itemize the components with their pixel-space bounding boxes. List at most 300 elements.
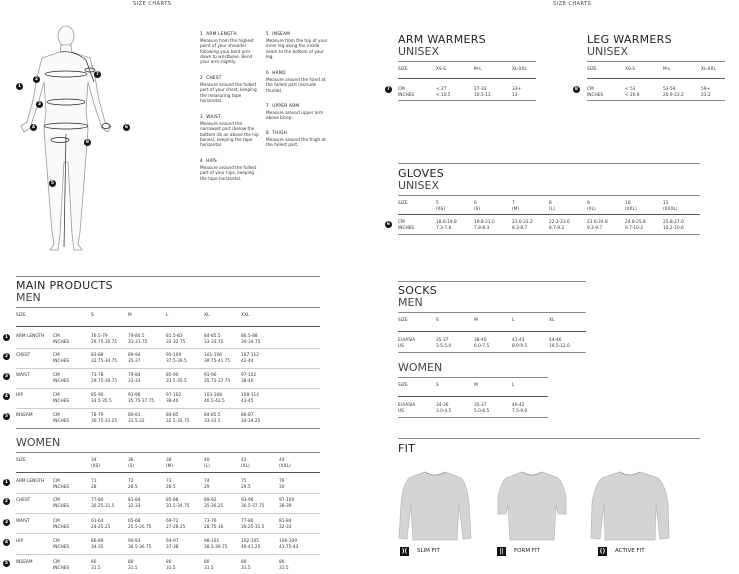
women-in-label: INCHES bbox=[53, 485, 70, 490]
women-cell: 28.75-30 bbox=[204, 525, 224, 530]
gloves-cell: 25.8-27.0 bbox=[663, 220, 684, 225]
women-cell: 106-109 bbox=[279, 539, 297, 544]
main-men-cell: 30.75-31.25 bbox=[91, 419, 118, 424]
marker-5: 5 bbox=[50, 181, 55, 186]
main-men-cell: 42-44 bbox=[241, 359, 254, 364]
main-men-row-label: WAIST bbox=[16, 373, 30, 378]
women-cm-label: CM bbox=[53, 479, 60, 484]
socks-men-rule bbox=[398, 312, 586, 313]
gloves-cell: 9.7-10.2 bbox=[625, 226, 643, 231]
women-marker: 3 bbox=[4, 520, 9, 525]
gloves-cell: 10.2-10.6 bbox=[663, 226, 684, 231]
gloves-top-rule bbox=[398, 163, 700, 164]
women-row-label: WAIST bbox=[16, 519, 30, 524]
socks-women-col: M bbox=[474, 383, 478, 388]
marker-7: 7 bbox=[95, 72, 100, 77]
socks-top-rule bbox=[398, 281, 586, 282]
arm-warmers-rule-2 bbox=[398, 78, 536, 79]
main-women-size-label: SIZE bbox=[16, 458, 26, 463]
slim-fit-icon: )( bbox=[401, 548, 408, 555]
gloves-rule bbox=[398, 195, 700, 196]
main-men-col: XXL bbox=[241, 313, 250, 318]
women-cell: 37-38 bbox=[166, 545, 179, 550]
row-divider bbox=[16, 388, 320, 389]
women-cell: 80 bbox=[166, 560, 172, 565]
gloves-size: 6 bbox=[474, 201, 477, 206]
form-fit-shirt-illustration bbox=[492, 464, 572, 544]
main-men-cell: 38-40 bbox=[241, 379, 254, 384]
main-men-cm-label: CM bbox=[53, 334, 60, 339]
leg-warmers-rule-3 bbox=[587, 100, 725, 101]
gloves-size: 10 bbox=[625, 201, 631, 206]
gloves-cell: 22.2-23.6 bbox=[549, 220, 570, 225]
main-men-row-label: INSEAM bbox=[16, 413, 33, 418]
arm-warmers-col-xs-s: XS-S bbox=[436, 67, 446, 72]
main-men-col: XL bbox=[204, 313, 210, 318]
gloves-size-code: (M) bbox=[512, 207, 520, 212]
main-men-row-label: CHEST bbox=[16, 353, 31, 358]
row-divider bbox=[16, 554, 320, 555]
main-men-cell: 97-102 bbox=[166, 393, 182, 398]
active-fit-icon: () bbox=[599, 548, 606, 555]
women-cell: 81-84 bbox=[128, 498, 141, 503]
main-products-title: MAIN PRODUCTS bbox=[16, 279, 113, 292]
women-cell: 80 bbox=[241, 560, 247, 565]
gloves-size-code: (S) bbox=[474, 207, 481, 212]
guide-hand: 6 HAND Measure around the hand at the fullest part (exclude thumb). bbox=[266, 70, 326, 93]
women-cell: 75 bbox=[241, 479, 247, 484]
women-cell: 77-80 bbox=[241, 519, 254, 524]
main-men-cell: 83-88 bbox=[91, 353, 104, 358]
leg-warmers-cell: 59+ bbox=[701, 87, 711, 92]
main-men-cell: 32.75-34.75 bbox=[91, 359, 118, 364]
main-men-cm-label: CM bbox=[53, 353, 60, 358]
gloves-size: 9 bbox=[587, 201, 590, 206]
gloves-size-code: (XXXL) bbox=[663, 207, 678, 212]
main-men-cell: 35-37 bbox=[128, 359, 141, 364]
arm-warmers-cell: 33+ bbox=[512, 87, 522, 92]
guide-hips: 4 HIPS Measure around the fullest part of your hips, keeping the tape horizontal. bbox=[200, 158, 257, 181]
main-men-size-label: SIZE bbox=[16, 313, 26, 318]
socks-women-cell: 35-37 bbox=[474, 403, 487, 408]
women-cm-label: CM bbox=[53, 539, 60, 544]
women-row-label: ARM LENGTH bbox=[16, 479, 45, 484]
socks-women-cell: 5.0-6.5 bbox=[474, 409, 490, 414]
main-men-marker: 5 bbox=[4, 414, 9, 419]
women-size-code: (M) bbox=[166, 464, 174, 469]
socks-men-cell: 38-40 bbox=[474, 338, 487, 343]
gloves-cell: 21.0-22.2 bbox=[512, 220, 533, 225]
women-cell: 72 bbox=[128, 479, 134, 484]
women-size-code: (XS) bbox=[91, 464, 101, 469]
leg-warmers-cell: < 20.9 bbox=[625, 93, 640, 98]
main-men-cell: 32.5-32.75 bbox=[166, 419, 190, 424]
women-cell: 28.5 bbox=[128, 485, 138, 490]
guide-chest: 2 CHEST Measure around the fullest part of your chest, keeping the measuring tape horizontal. bbox=[200, 75, 257, 103]
socks-men-us-label: US bbox=[398, 344, 404, 349]
main-men-cell: 34-34.25 bbox=[241, 419, 261, 424]
main-men-col: L bbox=[166, 313, 169, 318]
women-cell: 38.5-39.75 bbox=[204, 545, 228, 550]
women-cm-label: CM bbox=[53, 519, 60, 524]
women-marker: 5 bbox=[4, 561, 9, 566]
women-cell: 97-100 bbox=[279, 498, 295, 503]
active-fit-label: ACTIVE FIT bbox=[615, 548, 645, 554]
socks-men-rule-2 bbox=[398, 331, 586, 332]
women-cell: 31.5 bbox=[128, 566, 138, 571]
main-men-cell: 33-33.5 bbox=[204, 419, 221, 424]
main-men-cell: 78-79 bbox=[91, 413, 104, 418]
women-size-code: (XXL) bbox=[279, 464, 291, 469]
arm-warmers-cell: < 10.5 bbox=[436, 93, 451, 98]
main-men-cell: 29.75-30.75 bbox=[91, 379, 118, 384]
main-men-cell: 40.5-42.5 bbox=[204, 399, 225, 404]
leg-warmers-rule-2 bbox=[587, 78, 725, 79]
main-men-col: M bbox=[128, 313, 132, 318]
main-men-cell: 84-85 bbox=[166, 413, 179, 418]
leg-warmers-subtitle: UNISEX bbox=[587, 45, 628, 58]
row-divider bbox=[16, 533, 320, 534]
row-divider bbox=[16, 513, 320, 514]
women-cell: 73-76 bbox=[204, 519, 217, 524]
form-fit-icon: || bbox=[497, 547, 506, 556]
arm-warmers-col-m-l: M-L bbox=[474, 67, 482, 72]
main-men-cell: 31.5-32 bbox=[128, 419, 145, 424]
main-men-cell: 86-87 bbox=[241, 413, 254, 418]
socks-men-rule-3 bbox=[398, 352, 586, 353]
women-cell: 33.5-34.75 bbox=[166, 504, 190, 509]
socks-women-cell: 34-36 bbox=[436, 403, 449, 408]
arm-warmers-rule-3 bbox=[398, 100, 536, 101]
main-men-marker: 3 bbox=[4, 374, 9, 379]
leg-warmers-col-xl-xxl: XL-XXL bbox=[701, 67, 716, 72]
women-cell: 80 bbox=[91, 560, 97, 565]
arm-warmers-col-xl-xxl: XL-XXL bbox=[512, 67, 527, 72]
women-cm-label: CM bbox=[53, 560, 60, 565]
women-cell: 41.75-43 bbox=[279, 545, 299, 550]
women-cell: 30.25-31.5 bbox=[91, 504, 115, 509]
socks-men-cell: 41-43 bbox=[512, 338, 525, 343]
women-cell: 74 bbox=[204, 479, 210, 484]
main-men-cm-label: CM bbox=[53, 413, 60, 418]
women-cell: 77-80 bbox=[91, 498, 104, 503]
leg-warmers-in-label: INCHES bbox=[587, 93, 604, 98]
main-men-marker: 2 bbox=[4, 354, 9, 359]
main-men-cell: 81.5-83 bbox=[166, 334, 183, 339]
women-row-label: HIP bbox=[16, 539, 24, 544]
women-cell: 30 bbox=[279, 485, 285, 490]
main-men-in-label: INCHES bbox=[53, 379, 70, 384]
gloves-size-code: (XS) bbox=[436, 207, 446, 212]
socks-men-col: XL bbox=[549, 318, 555, 323]
gloves-cell: 7.3-7.8 bbox=[436, 226, 452, 231]
arm-warmers-cell: 27-33 bbox=[474, 87, 487, 92]
socks-women-cell: 7.5-9.0 bbox=[512, 409, 528, 414]
fit-title: FIT bbox=[398, 442, 416, 455]
gloves-cell: 7.8-8.3 bbox=[474, 226, 490, 231]
socks-men-eu-label: EU/ASIA bbox=[398, 338, 416, 343]
women-row-label: INSEAM bbox=[16, 560, 33, 565]
gloves-cell: 19.8-21.0 bbox=[474, 220, 495, 225]
slim-fit-shirt-illustration bbox=[395, 464, 475, 544]
main-men-cell: 32-32.75 bbox=[166, 340, 186, 345]
main-men-cell: 34-34.75 bbox=[241, 340, 261, 345]
socks-men-cell: 35-37 bbox=[436, 338, 449, 343]
gloves-subtitle: UNISEX bbox=[398, 179, 439, 192]
women-cell: 94-97 bbox=[166, 539, 179, 544]
main-men-col: S bbox=[91, 313, 94, 318]
women-cell: 65-68 bbox=[128, 519, 141, 524]
leg-warmers-title: LEG WARMERS bbox=[587, 33, 672, 46]
marker-1: 1 bbox=[17, 84, 22, 89]
main-men-cell: 107-112 bbox=[241, 353, 259, 358]
women-in-label: INCHES bbox=[53, 566, 70, 571]
marker-4: 4 bbox=[31, 125, 36, 130]
socks-women-eu-label: EU/ASIA bbox=[398, 403, 416, 408]
leg-warmers-col-xs-s: XS-S bbox=[625, 67, 635, 72]
main-men-cell: 85-90 bbox=[91, 393, 104, 398]
gloves-rule-2 bbox=[398, 214, 700, 215]
women-cell: 36.5-37.75 bbox=[241, 504, 265, 509]
women-cell: 32-33 bbox=[279, 525, 292, 530]
main-men-cell: 109-114 bbox=[241, 393, 259, 398]
women-cell: 24-25.25 bbox=[91, 525, 111, 530]
women-size-code: (XL) bbox=[241, 464, 250, 469]
women-size-code: (L) bbox=[204, 464, 210, 469]
gloves-size: 8 bbox=[549, 201, 552, 206]
main-men-cell: 91-96 bbox=[204, 373, 217, 378]
main-men-cell: 80-81 bbox=[128, 413, 141, 418]
main-men-cell: 103-108 bbox=[204, 393, 222, 398]
women-cell: 76 bbox=[279, 479, 285, 484]
women-size: 38 bbox=[166, 458, 172, 463]
marker-3: 3 bbox=[37, 102, 42, 107]
slim-fit-label: SLIM FIT bbox=[417, 548, 440, 554]
women-cell: 29 bbox=[204, 485, 210, 490]
main-men-rule bbox=[16, 307, 320, 308]
gloves-marker: 6 bbox=[386, 222, 391, 227]
leg-warmers-cell: 20.9-23.2 bbox=[663, 93, 684, 98]
gloves-cell: 23.6-24.8 bbox=[587, 220, 608, 225]
women-cell: 30.25-31.5 bbox=[241, 525, 265, 530]
main-men-in-label: INCHES bbox=[53, 419, 70, 424]
women-row-label: CHEST bbox=[16, 498, 31, 503]
women-size: 36 bbox=[128, 458, 134, 463]
women-cell: 89-92 bbox=[204, 498, 217, 503]
main-men-in-label: INCHES bbox=[53, 340, 70, 345]
guide-arm-length: 1 ARM LENGTH Measure from the highest point of your shoulder following your bent arm down to wristbone. Bend your arm slightly. bbox=[200, 31, 254, 65]
leg-warmers-size-label: SIZE bbox=[587, 67, 597, 72]
women-cell: 80 bbox=[128, 560, 134, 565]
women-cell: 36.5-36.75 bbox=[128, 545, 152, 550]
main-men-cell: 76.5-79 bbox=[91, 334, 108, 339]
women-cm-label: CM bbox=[53, 498, 60, 503]
guide-upper-arm: 7 UPPER ARM Measure around upper arm above bicep. bbox=[266, 103, 324, 121]
socks-women-rule-3 bbox=[398, 417, 548, 418]
main-men-cell: 79-80.5 bbox=[128, 334, 145, 339]
socks-women-col: L bbox=[512, 383, 515, 388]
main-men-cell: 31-33 bbox=[128, 379, 141, 384]
leg-warmers-marker: 8 bbox=[574, 87, 579, 92]
main-men-cell: 35.75-37.75 bbox=[204, 379, 231, 384]
socks-women-size-label: SIZE bbox=[398, 383, 408, 388]
gloves-size: 7 bbox=[512, 201, 515, 206]
guide-thigh: 8 THIGH Measure around the thigh at the fullest part. bbox=[266, 130, 326, 148]
main-men-cell: 85-90 bbox=[166, 373, 179, 378]
socks-women-col: S bbox=[436, 383, 439, 388]
main-men-cell: 33.5-35.5 bbox=[166, 379, 187, 384]
gloves-rule-3 bbox=[398, 234, 700, 235]
marker-2: 2 bbox=[34, 77, 39, 82]
main-men-top-rule bbox=[16, 276, 320, 277]
women-cell: 98-101 bbox=[204, 539, 220, 544]
socks-women-rule bbox=[398, 377, 548, 378]
main-men-cell: 39.75-41.75 bbox=[204, 359, 231, 364]
women-cell: 86-89 bbox=[91, 539, 104, 544]
arm-warmers-cell: 13 bbox=[512, 93, 518, 98]
socks-men-cell: 44-46 bbox=[549, 338, 562, 343]
women-cell: 81-84 bbox=[279, 519, 292, 524]
women-cell: 28.5 bbox=[166, 485, 176, 490]
main-men-row-label: ARM LENGTH bbox=[16, 334, 45, 339]
women-cell: 31.5 bbox=[204, 566, 214, 571]
main-men-rule-2 bbox=[16, 326, 320, 327]
row-divider bbox=[16, 408, 320, 409]
women-cell: 73 bbox=[166, 479, 172, 484]
main-men-cm-label: CM bbox=[53, 393, 60, 398]
gloves-size: 11 bbox=[663, 201, 669, 206]
gloves-cell: 24.8-25.8 bbox=[625, 220, 646, 225]
socks-women-subtitle: WOMEN bbox=[398, 361, 443, 374]
leg-warmers-cell: 53-59 bbox=[663, 87, 676, 92]
arm-warmers-cm-label: CM bbox=[398, 87, 405, 92]
socks-men-col: M bbox=[474, 318, 478, 323]
leg-warmers-cell: 23.2 bbox=[701, 93, 711, 98]
arm-warmers-title: ARM WARMERS bbox=[398, 33, 486, 46]
socks-title: SOCKS bbox=[398, 284, 438, 297]
women-cell: 61-64 bbox=[91, 519, 104, 524]
arm-warmers-size-label: SIZE bbox=[398, 67, 408, 72]
row-divider bbox=[16, 368, 320, 369]
arm-warmers-cell: 10.5-13 bbox=[474, 93, 491, 98]
main-men-cell: 84-85.5 bbox=[204, 334, 221, 339]
main-men-cell: 73-78 bbox=[91, 373, 104, 378]
leg-warmers-cell: < 53 bbox=[625, 87, 636, 92]
right-page-header: SIZE CHARTS bbox=[553, 1, 592, 7]
gloves-in-label: INCHES bbox=[398, 226, 415, 231]
women-cell: 38-39 bbox=[279, 504, 292, 509]
socks-men-cell: 6.0-7.5 bbox=[474, 344, 490, 349]
women-cell: 93-96 bbox=[241, 498, 254, 503]
guide-inseam: 5 INSEAM Measure from the top of your inner leg along the inside seam to the bottom of your leg. bbox=[266, 31, 328, 59]
women-cell: 31.5 bbox=[241, 566, 251, 571]
women-size: 40 bbox=[204, 458, 210, 463]
main-men-marker: 4 bbox=[4, 394, 9, 399]
main-men-cell: 29.75-30.75 bbox=[91, 340, 118, 345]
main-men-bottom-rule bbox=[16, 428, 320, 429]
main-women-subtitle: WOMEN bbox=[16, 436, 61, 449]
main-men-cell: 35.75-37.75 bbox=[128, 399, 155, 404]
women-cell: 69-72 bbox=[166, 519, 179, 524]
socks-men-col: S bbox=[436, 318, 439, 323]
main-men-cell: 37.5-39.5 bbox=[166, 359, 187, 364]
main-women-rule-2 bbox=[16, 472, 320, 473]
main-men-cell: 89-94 bbox=[128, 353, 141, 358]
women-cell: 80 bbox=[204, 560, 210, 565]
main-men-in-label: INCHES bbox=[53, 399, 70, 404]
leg-warmers-cm-label: CM bbox=[587, 87, 594, 92]
active-fit-shirt-illustration bbox=[590, 464, 670, 544]
women-marker: 4 bbox=[4, 540, 9, 545]
women-cell: 35-36.25 bbox=[204, 504, 224, 509]
socks-men-subtitle: MEN bbox=[398, 296, 423, 309]
main-women-rule bbox=[16, 452, 320, 453]
gloves-size-code: (XL) bbox=[587, 207, 596, 212]
gloves-cell: 9.2-9.7 bbox=[587, 226, 603, 231]
main-men-cell: 86.5-88 bbox=[241, 334, 258, 339]
women-cell: 40-41.25 bbox=[241, 545, 261, 550]
gloves-size-code: (L) bbox=[549, 207, 555, 212]
leg-warmers-rule bbox=[587, 61, 725, 62]
women-cell: 34-35 bbox=[91, 545, 104, 550]
gloves-size: 5 bbox=[436, 201, 439, 206]
gloves-cell: 18.6-19.8 bbox=[436, 220, 457, 225]
main-men-row-label: HIP bbox=[16, 393, 24, 398]
women-in-label: INCHES bbox=[53, 504, 70, 509]
leg-warmers-col-m-l: M-L bbox=[663, 67, 671, 72]
row-divider bbox=[16, 348, 320, 349]
main-men-subtitle: MEN bbox=[16, 291, 41, 304]
main-men-cell: 38-40 bbox=[166, 399, 179, 404]
women-cell: 71 bbox=[91, 479, 97, 484]
main-men-cell: 95-100 bbox=[166, 353, 182, 358]
women-cell: 31.5 bbox=[279, 566, 289, 571]
arm-warmers-marker: 7 bbox=[386, 87, 391, 92]
gloves-cell: 8.3-8.7 bbox=[512, 226, 528, 231]
women-cell: 32-33 bbox=[128, 504, 141, 509]
women-cell: 90-93 bbox=[128, 539, 141, 544]
socks-women-us-label: US bbox=[398, 409, 404, 414]
arm-warmers-rule bbox=[398, 61, 536, 62]
main-men-cell: 33.5-35.5 bbox=[91, 399, 112, 404]
arm-warmers-in-label: INCHES bbox=[398, 93, 415, 98]
women-cell: 29.5 bbox=[241, 485, 251, 490]
women-cell: 80 bbox=[279, 560, 285, 565]
socks-men-cell: 10.5-12.0 bbox=[549, 344, 570, 349]
socks-women-cell: 40-42 bbox=[512, 403, 525, 408]
marker-6: 6 bbox=[124, 125, 129, 130]
left-page-header: SIZE CHARTS bbox=[133, 1, 172, 7]
women-cell: 85-88 bbox=[166, 498, 179, 503]
guide-waist: 3 WAIST Measure around the narrowest part (below the bottom rib an above the hip bones), keeping the tape horizontal. bbox=[200, 114, 259, 148]
fit-top-rule bbox=[398, 438, 700, 439]
row-divider bbox=[16, 493, 320, 494]
gloves-size-label: SIZE bbox=[398, 201, 408, 206]
women-in-label: INCHES bbox=[53, 525, 70, 530]
main-men-cell: 33-33.75 bbox=[204, 340, 224, 345]
women-cell: 28 bbox=[91, 485, 97, 490]
arm-warmers-cell: < 27 bbox=[436, 87, 447, 92]
main-men-in-label: INCHES bbox=[53, 359, 70, 364]
gloves-cell: 8.7-9.2 bbox=[549, 226, 565, 231]
gloves-size-code: (XXL) bbox=[625, 207, 637, 212]
main-men-cell: 79-84 bbox=[128, 373, 141, 378]
women-size-code: (S) bbox=[128, 464, 135, 469]
socks-men-cell: 8.0-9.5 bbox=[512, 344, 528, 349]
socks-women-cell: 3.0-4.5 bbox=[436, 409, 452, 414]
socks-men-col: L bbox=[512, 318, 515, 323]
arm-warmers-subtitle: UNISEX bbox=[398, 45, 439, 58]
